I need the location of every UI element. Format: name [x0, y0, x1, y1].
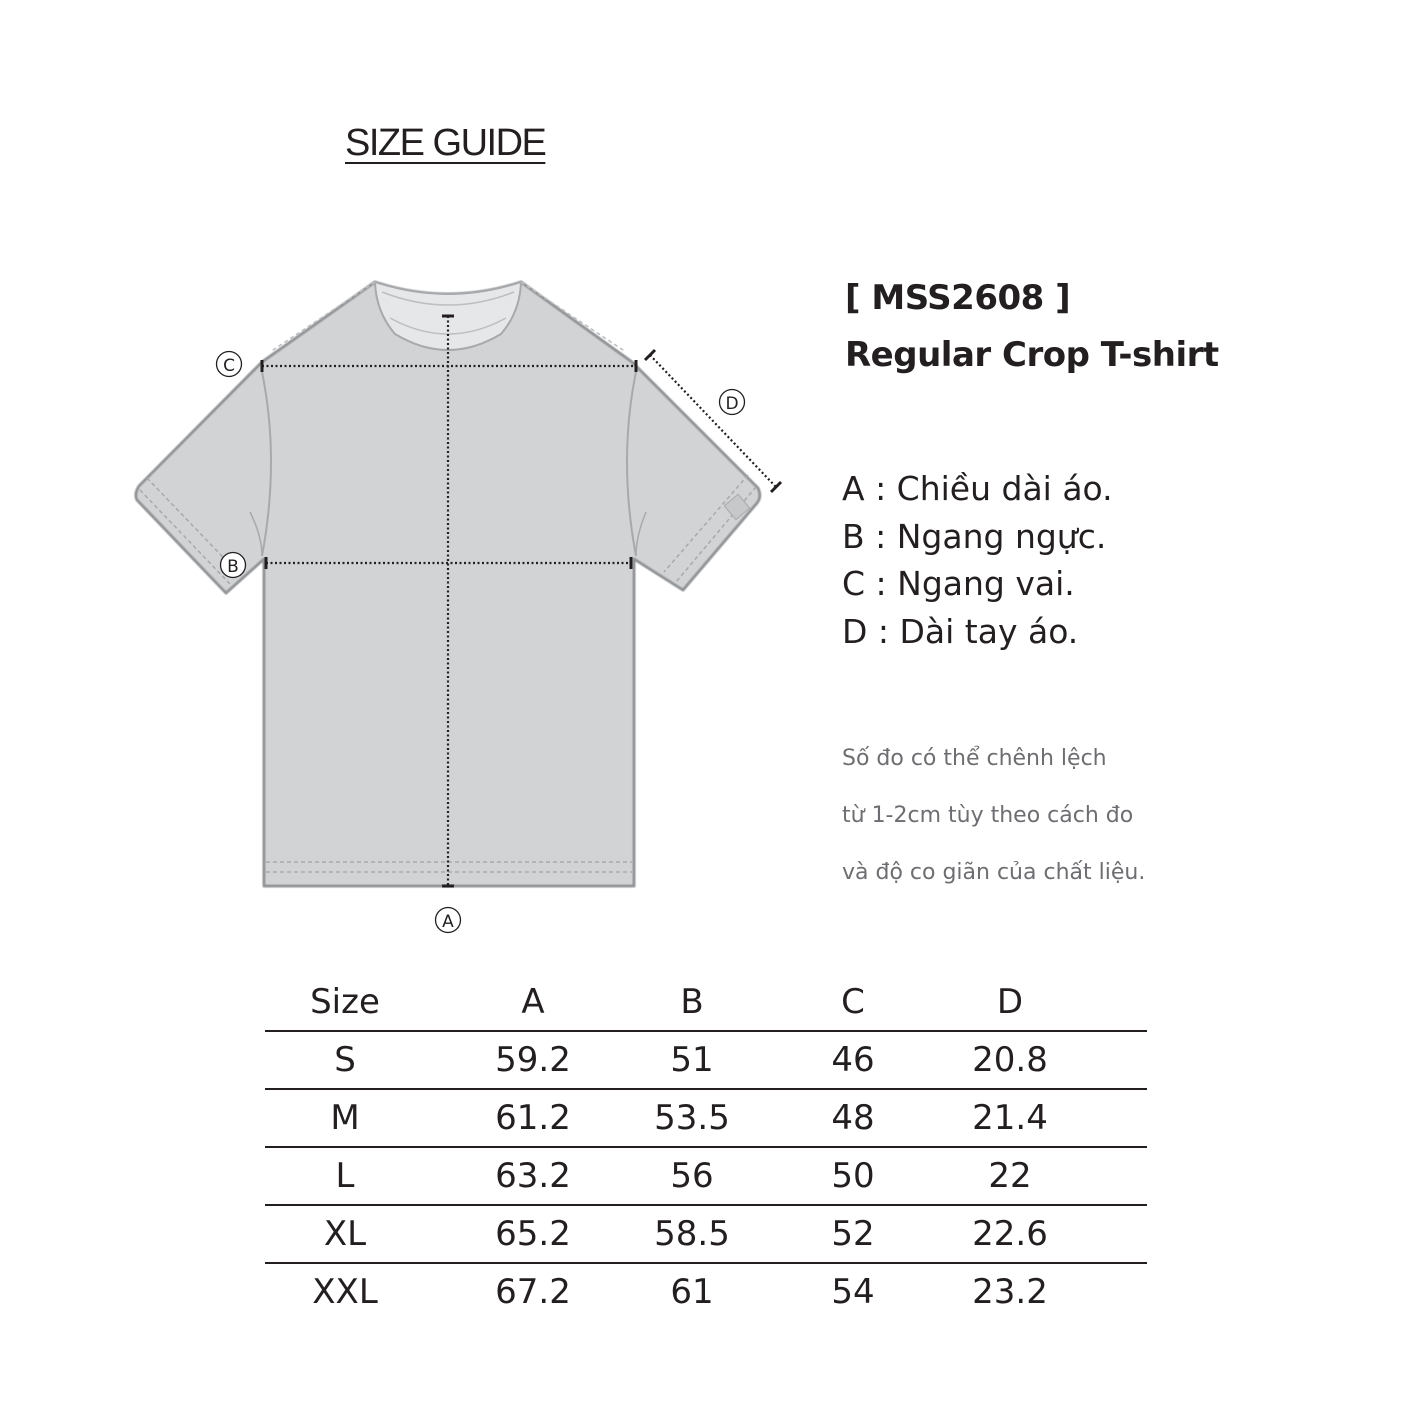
- measurement-legend: [842, 465, 1113, 655]
- page-title: SIZE GUIDE: [345, 122, 546, 164]
- table-cell: 48: [743, 1089, 963, 1147]
- legend-item-c: C : Ngang vai.: [842, 564, 1075, 603]
- table-cell: 53.5: [641, 1089, 743, 1147]
- measurement-note: [842, 735, 1145, 906]
- table-row: [265, 1089, 1147, 1147]
- table-cell: XXL: [312, 1272, 378, 1312]
- table-cell: 67.2: [495, 1272, 571, 1312]
- table-cell: 50: [743, 1147, 963, 1205]
- product-name: Regular Crop T-shirt: [845, 335, 1219, 375]
- svg-text:D: D: [725, 394, 739, 414]
- table-cell: XL: [265, 1205, 425, 1263]
- table-cell: 54: [831, 1272, 875, 1312]
- legend-item-d: D : Dài tay áo.: [842, 611, 1079, 651]
- table-cell: 59.2: [425, 1031, 641, 1089]
- marker-a: [436, 908, 461, 933]
- svg-text:A: A: [442, 912, 454, 932]
- product-code: [ MSS2608 ]: [845, 278, 1071, 318]
- svg-text:C: C: [223, 356, 235, 376]
- note-line: Số đo có thể chênh lệch: [842, 746, 1107, 771]
- table-cell: L: [265, 1147, 425, 1205]
- column-header-d: D: [963, 973, 1057, 1031]
- table-cell: 61: [670, 1272, 714, 1312]
- table-cell: 61.2: [425, 1089, 641, 1147]
- marker-b: [221, 553, 246, 578]
- svg-text:B: B: [227, 557, 239, 577]
- table-cell: 65.2: [425, 1205, 641, 1263]
- column-header-a: A: [425, 973, 641, 1031]
- table-cell: 63.2: [425, 1147, 641, 1205]
- table-cell: 51: [641, 1031, 743, 1089]
- column-header-size: Size: [265, 973, 425, 1031]
- table-cell: 20.8: [963, 1031, 1057, 1089]
- table-row: [265, 1205, 1147, 1263]
- column-header-c: C: [743, 973, 963, 1031]
- table-row: [265, 1147, 1147, 1205]
- table-cell: 21.4: [963, 1089, 1057, 1147]
- table-cell: 52: [743, 1205, 963, 1263]
- table-cell: M: [265, 1089, 425, 1147]
- table-header-row: [265, 973, 1147, 1031]
- table-row: [265, 1263, 1147, 1320]
- marker-d: [720, 390, 745, 415]
- table-cell: 23.2: [972, 1272, 1048, 1312]
- table-cell: 58.5: [641, 1205, 743, 1263]
- table-cell: 22: [963, 1147, 1057, 1205]
- legend-item-b: B : Ngang ngực.: [842, 516, 1107, 556]
- legend-item-a: A : Chiều dài áo.: [842, 469, 1113, 508]
- note-line: từ 1-2cm tùy theo cách đo: [842, 803, 1134, 828]
- table-cell: 56: [641, 1147, 743, 1205]
- table-cell: S: [265, 1031, 425, 1089]
- table-row: [265, 1031, 1147, 1089]
- column-header-b: B: [641, 973, 743, 1031]
- marker-c: [217, 352, 242, 377]
- table-cell: 22.6: [963, 1205, 1057, 1263]
- note-line: và độ co giãn của chất liệu.: [842, 860, 1146, 885]
- size-table: [265, 973, 1147, 1320]
- table-cell: 46: [743, 1031, 963, 1089]
